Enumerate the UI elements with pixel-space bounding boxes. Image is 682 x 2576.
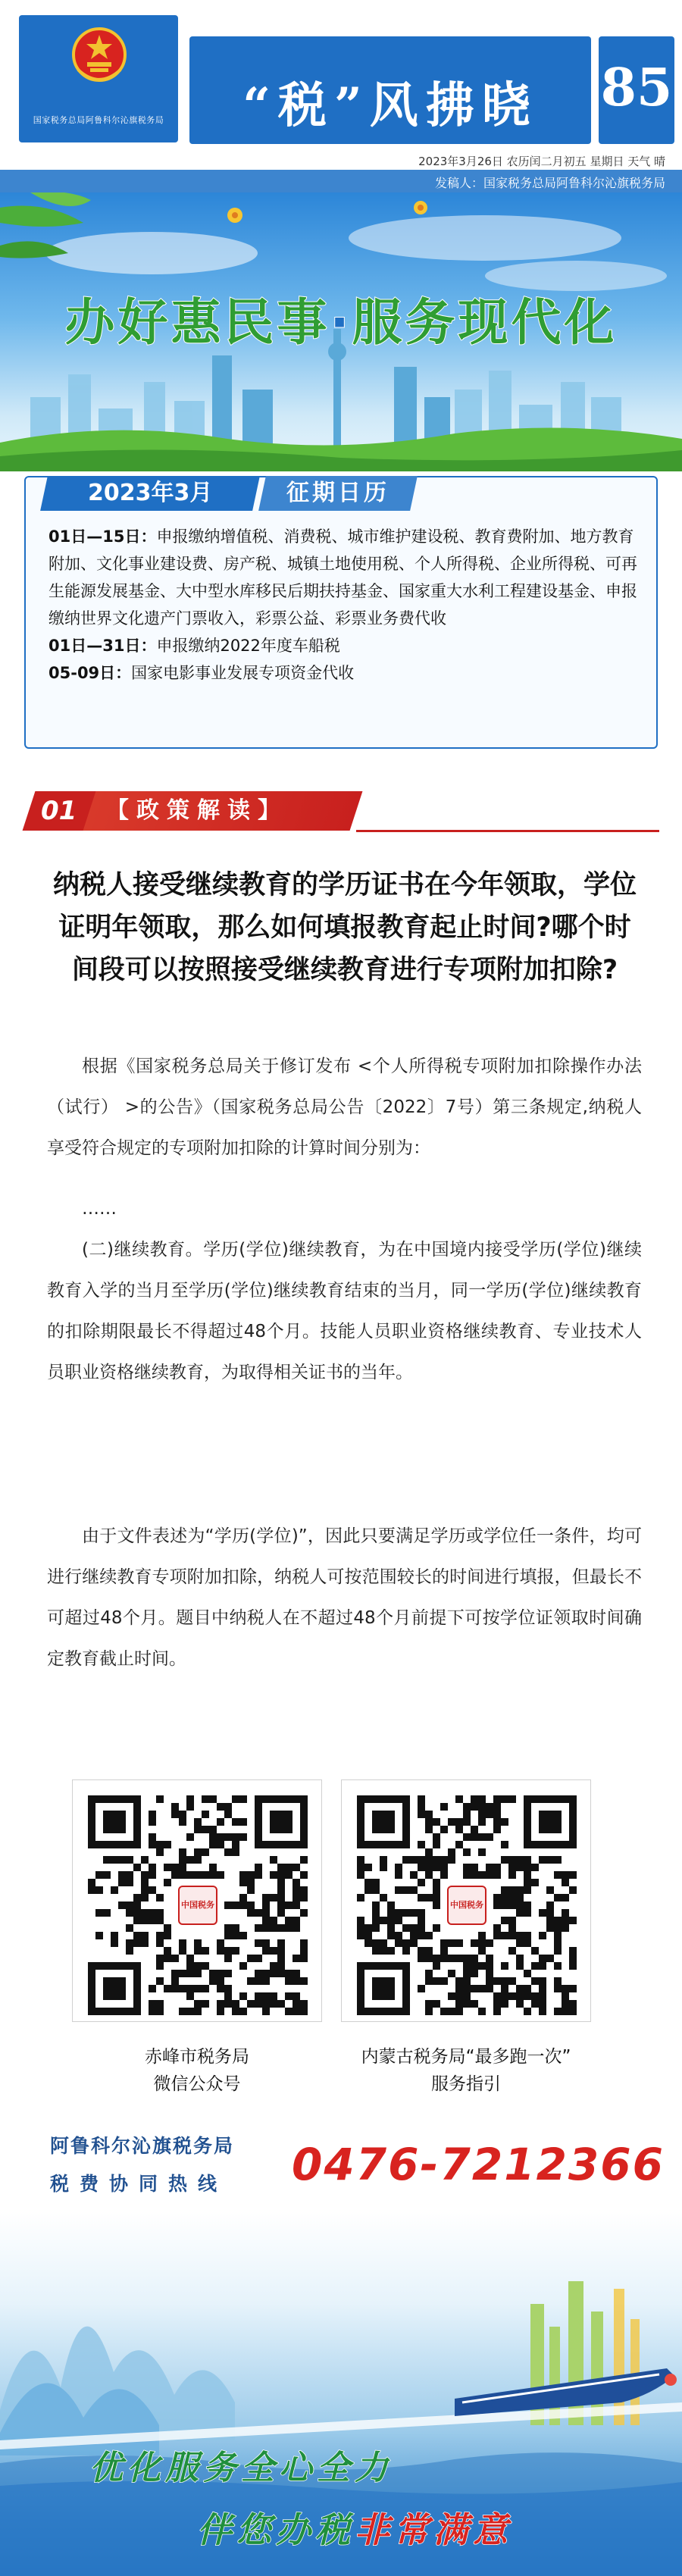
calendar-row: [48, 632, 638, 659]
calendar-body: [48, 523, 638, 687]
issue-number-box: [599, 36, 674, 144]
qr-code-card[interactable]: [72, 1779, 322, 2022]
article-paragraph: 由于文件表述为“学历(学位)”，因此只要满足学历或学位任一条件，均可进行继续教育专项附加扣除，纳税人可按范围较长的时间进行填报，但最长不可超过48个月。题目中纳税人在不超过48个月前提下可按学位证领取时间确定教育截止时间。: [47, 1526, 642, 1669]
article-paragraph: (二)继续教育。学历(学位)继续教育，为在中国境内接受学历(学位)继续教育入学的当月至学历(学位)继续教育结束的当月，同一学历(学位)继续教育的扣除期限最长不得超过48个月。技能人员职业资格继续教育、专业技术人员职业资格继续教育，为取得相关证书的当年。: [47, 1240, 642, 1382]
article-ellipsis: ……: [82, 1199, 117, 1219]
logo-caption: 国家税务总局阿鲁科尔沁旗税务局: [33, 115, 164, 125]
section-number: 01: [23, 791, 96, 831]
qr-caption-line1: 内蒙古税务局“最多跑一次”: [361, 2047, 571, 2067]
qr-center-logo: [174, 1881, 222, 1930]
qr-caption-line2: 服务指引: [431, 2074, 501, 2094]
newsletter-title-box: [189, 36, 591, 144]
calendar-row-text: 申报缴纳增值税、消费税、城市维护建设税、教育费附加、地方教育附加、文化事业建设费、房产税、城镇土地使用税、个人所得税、企业所得税、可再生能源发展基金、大中型水库移民后期扶持基金、国家重大水利工程建设基金、申报缴纳世界文化遗产门票收入，彩票公益、彩票业务费代收: [48, 527, 637, 628]
national-tax-emblem-icon: [70, 24, 128, 86]
publisher: 发稿人：国家税务总局阿鲁科尔沁旗税务局: [434, 176, 665, 190]
qr-caption: [330, 2043, 602, 2098]
tax-calendar: [24, 476, 658, 749]
footer-slogan-prefix: 伴您办税: [197, 2509, 355, 2550]
calendar-title-tab: 征期日历: [258, 476, 418, 511]
calendar-row-text: 申报缴纳2022年度车船税: [156, 637, 340, 655]
newsletter-title: “税”风拂晓: [242, 77, 538, 134]
china-tax-logo-icon: 中国税务: [447, 1886, 486, 1925]
footer-scene: [0, 2213, 682, 2576]
hero-slogan-part2: 服务现代化: [352, 293, 618, 352]
qr-caption-line2: 微信公众号: [153, 2074, 241, 2094]
calendar-row-text: 国家电影事业发展专项资金代收: [131, 664, 355, 682]
hero-banner: [0, 192, 682, 471]
calendar-row-date: 05-09日：: [48, 664, 132, 682]
hotline-organization: 阿鲁科尔沁旗税务局: [50, 2135, 235, 2157]
qr-center-logo: [443, 1881, 491, 1930]
footer-slogan-highlight: 非常满意: [355, 2509, 512, 2550]
tax-bureau-logo: [19, 15, 178, 142]
section-title: 【政策解读】: [77, 791, 363, 831]
calendar-row: [48, 523, 638, 632]
hotline-label: 税费协同热线: [50, 2173, 228, 2195]
issue-date: 2023年3月26日 农历闰二月初五 星期日 天气 晴: [418, 155, 665, 168]
calendar-row-date: 01日—31日：: [48, 637, 157, 655]
masthead: [0, 0, 682, 168]
hero-slogan-part1: 办好惠民事: [64, 293, 330, 352]
section-header: [0, 788, 682, 834]
hotline-number[interactable]: 0476-7212366: [292, 2139, 665, 2190]
china-tax-logo-icon: 中国税务: [178, 1886, 217, 1925]
calendar-row: [48, 659, 638, 687]
article-question: 纳税人接受继续教育的学历证书在今年领取，学位证明年领取，那么如何填报教育起止时间?哪个时间段可以按照接受继续教育进行专项附加扣除?: [52, 870, 637, 985]
footer-slogan-line1: 优化服务全心全力: [89, 2449, 393, 2487]
issue-number: 85: [600, 58, 673, 118]
footer-slogan-line2: [197, 2502, 512, 2553]
calendar-month-tab: 2023年3月: [40, 476, 260, 511]
hero-slogan: [0, 282, 682, 354]
publisher-bar: [0, 170, 682, 192]
qr-caption-line1: 赤峰市税务局: [145, 2047, 249, 2067]
qr-caption: [61, 2043, 333, 2098]
calendar-row-date: 01日—15日：: [48, 527, 157, 546]
hero-slogan-separator: ·: [330, 293, 352, 352]
section-divider: [356, 830, 659, 832]
article-paragraph: 根据《国家税务总局关于修订发布 <个人所得税专项附加扣除操作办法 （试行） >的公告》（国家税务总局公告〔2022〕7号）第三条规定,纳税人享受符合规定的专项附加扣除的计算时间分别为：: [47, 1056, 642, 1158]
qr-code-card[interactable]: [341, 1779, 591, 2022]
